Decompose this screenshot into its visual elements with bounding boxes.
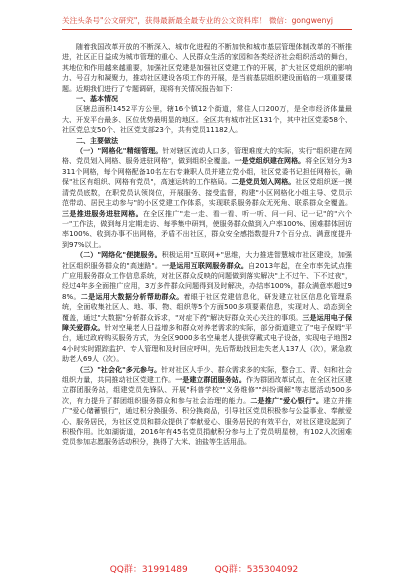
method-2-point-1-text: 自2013年起，在全市率先试点推广应用服务群众工作信息系统，对社区群众反映的问题做到落实解决"上不过午、下不过夜"，经过4年多全面推广应用，3万多件群众问题得到及时解决，办结率100%，群众满意率超过98%。 xyxy=(62,261,352,301)
method-2-point-2-text: 着眼于社区党建信息化，研发建立社区信息化管理系统，全面收集社区人、地、事、物、组织等5个方面500多项要素信息，实现对人、动态到全覆盖，通过"大数据"分析群众诉求，"对症下药"解决好群众关心关注的事项。 xyxy=(62,292,353,322)
method-3-point-1: 一是建立群团服务站。 xyxy=(175,376,246,384)
method-2-point-3: 三是运用电子保障关爱群众。 xyxy=(62,313,352,332)
method-1-point-3-text: 在全区推广"走一走、看一看、听一听、问一问、记一记"的"六个一"工作法，做到每月定期走访、每季集中研判，使服务群众做到入户率100%、困难群体回访率100%、收到办事不出网格，矛盾不出社区，群众安全感指数提升7个百分点、满意度提升到97%以上。 xyxy=(62,209,352,249)
method-2-point-1: 一是运用互联网服务群众。 xyxy=(162,261,249,270)
method-1-point-1-text: 将全区划分为3311个网格，每个网格配备10名左右专兼职人员并建立党小组，社区党委书记担任网格长，确保"社区有组织、网格有党员"，高速运转的工作格局。 xyxy=(62,157,352,187)
method-1-paragraph xyxy=(62,146,352,250)
method-1-point-3: 三是推进服务进驻网格。 xyxy=(62,209,143,218)
method-1-point-2: 二是党员划入网格。 xyxy=(231,178,296,187)
header-divider xyxy=(62,29,352,30)
method-1-title: （一）"网格化"精细管理。 xyxy=(76,147,163,156)
method-3-text: 针对社区人手少、群众需求多的实际，整合工、青、妇和社会组织力量，共同推动社区党建工作。 xyxy=(62,365,353,384)
method-2-paragraph xyxy=(62,250,352,364)
section-heading-methods: 二、主要做法 xyxy=(76,136,118,145)
method-2-title: （二）"网络化"便捷服务。 xyxy=(76,251,162,260)
method-1-text: 针对辖区流动人口多，管理难度大的实际，实行"组织建在网格、党员划入网格、服务进驻网格"，做到组织全覆盖。 xyxy=(62,147,352,166)
intro-paragraph: 随着我国改革开放的不断深入、城市化进程的不断加快和城市基层管理体制改革的不断推进，社区正日益成为城市管理的重心、人民群众生活的家园和各类经济社会组织活动的舞台，其地位和作用越来越重要，加强社区党建是加强社区党建工作的开展，扩大社区党组织的影响力、号召力和凝聚力，推动社区建设各项工作的开展，是当前基层组织建设面临的一项重要课题。近期我们进行了专题调研，现将有关情况报告如下： xyxy=(62,43,352,93)
method-2-point-2: 二是运用大数据分析帮助群众。 xyxy=(80,292,184,301)
method-3-title: （三）"社会化"多元参与。 xyxy=(76,365,162,374)
method-3-point-2-text: 建立并推广"爱心储蓄银行"，通过积分换服务、积分换商品，引导社区党员积极参与公益事业、奉献爱心、服务居民，为社区党员和群众提供了奉献爱心、服务居民的有效平台，对社区建设起到了积极作用。比如湖街道，2016年有45名党员捐献积分参与上了党员明星榜，有102人次困难党员参加志愿服务活动积分，换得了大米、油盐等生活用品。 xyxy=(62,396,353,447)
method-3-point-2: 二是推广"爱心银行"。 xyxy=(250,396,324,405)
page-header xyxy=(62,16,352,34)
method-3-point-1-text: 作为群团改革试点，在全区社区建立群团服务站，组建党员先锋队、开展"科普学校""义务维修""纠纷调解"等志愿活动500多次，有力提升了群团组织服务群众和参与社会治理的能力。 xyxy=(62,376,353,405)
method-2-text: 积极运用"互联网+"思维，大力推进智慧城市社区建设，加强社区组织服务群众的"高速路"。 xyxy=(62,251,352,270)
method-2-point-3-text: 针对空巢老人日益增多和群众对养老需求的实际，部分街道建立了"电子保姆"平台，通过政府购买服务方式，为全区9000多名空巢老人提供穿戴式电子设备，实现电子地图24小时实时跟踪监护、专人管理和及时回应呼叫，先后帮助找回走失老人137人（次），紧急救助老人69人（次）。 xyxy=(62,323,352,364)
footer-qq-group-1: QQ群：31991489 xyxy=(109,565,188,575)
header-banner: 关注头条号"公文研究"，获得最新最全最专业的公文资料库！ 微信：gongwenyj xyxy=(62,16,334,25)
method-3-paragraph xyxy=(62,365,352,448)
page-footer xyxy=(0,562,408,575)
method-1-point-2-text: 社区党组织逐一摸清党员底数，在职党员认领岗位，开展服务、接受监督，构建"小区网格化小组主导、党员示范带动、居民主动参与"的小区党建工作体系，实现联系服务群众无死角、联系群众全覆盖。 xyxy=(62,178,352,208)
basic-info-paragraph: 区辖总面积1452平方公里，辖16个镇12个街道，常住人口200万，是全市经济体量最大、开发平台最多、区位优势最明显的地区。全区共有城市社区131个，其中社区党委58个、社区党总支50个、社区党支部23个，共有党员11182人。 xyxy=(62,105,352,135)
footer-qq-group-2: QQ群：535304092 xyxy=(214,565,299,575)
document-body xyxy=(62,42,352,448)
method-1-point-1: 一是党组织建在网格。 xyxy=(234,157,306,166)
section-heading-basic: 一、基本情况 xyxy=(76,95,118,104)
